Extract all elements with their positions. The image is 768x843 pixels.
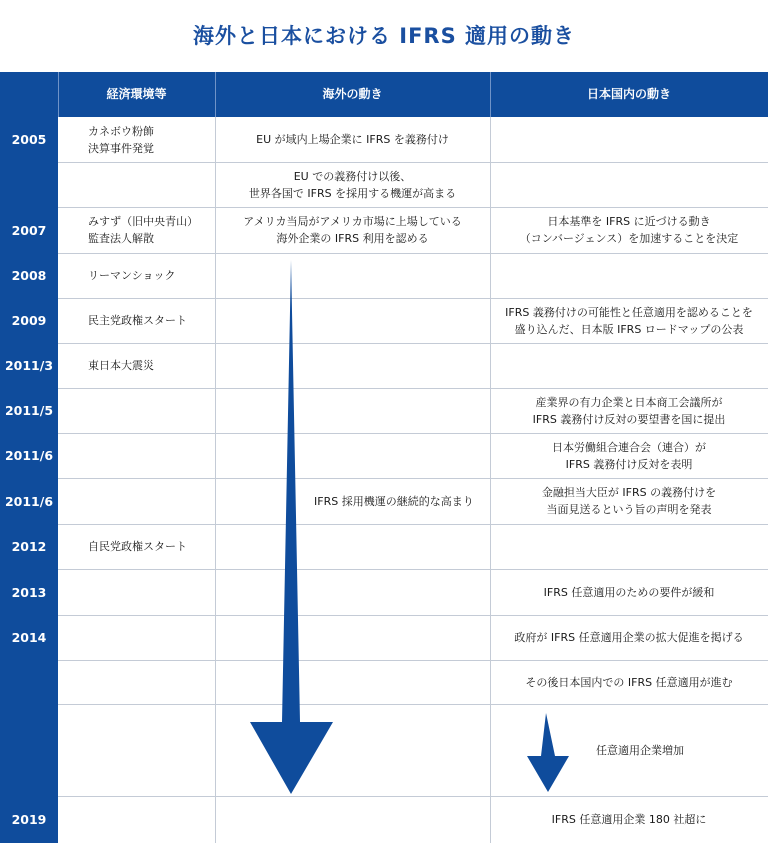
year-cell: 2007	[0, 207, 58, 253]
year-cell: 2014	[0, 615, 58, 660]
japan-cell: その後日本国内での IFRS 任意適用が進む	[525, 675, 733, 689]
economy-cell: リーマンショック	[88, 269, 176, 282]
header-japan: 日本国内の動き	[490, 72, 768, 117]
header-economy: 経済環境等	[58, 72, 215, 117]
year-cell: 2011/5	[0, 388, 58, 433]
economy-cell: 民主党政権スタート	[88, 314, 187, 327]
timeline-table	[0, 72, 768, 843]
japan-cell: IFRS 任意適用企業 180 社超に	[551, 813, 707, 826]
japan-cell: 金融担当大臣が IFRS の義務付けを 当面見送るという旨の声明を発表	[541, 486, 717, 516]
overseas-cell: EU が域内上場企業に IFRS を義務付け	[256, 133, 449, 146]
economy-cell: みすず（旧中央青山） 監査法人解散	[88, 215, 199, 245]
year-cell: 2008	[0, 253, 58, 298]
overseas-trend-arrow	[250, 260, 333, 794]
overseas-cell: EU での義務付け以後、 世界各国で IFRS を採用する機運が高まる	[248, 169, 457, 200]
year-cell: 2011/6	[0, 433, 58, 478]
year-cell: 2011/3	[0, 343, 58, 388]
japan-cell: 政府が IFRS 任意適用企業の拡大促進を掲げる	[514, 631, 744, 644]
japan-cell: 日本労働組合連合会（連合）が IFRS 義務付け反対を表明	[552, 440, 706, 471]
header-overseas: 海外の動き	[215, 72, 490, 117]
page-title: 海外と日本における IFRS 適用の動き	[192, 24, 576, 48]
japan-trend-arrow	[527, 713, 569, 792]
year-cell: 2009	[0, 298, 58, 343]
economy-cell: 東日本大震災	[88, 359, 154, 372]
japan-trend-label: 任意適用企業増加	[596, 744, 684, 757]
japan-cell: 日本基準を IFRS に近づける動き （コンバージェンス）を加速することを決定	[519, 215, 739, 245]
year-cell: 2012	[0, 524, 58, 569]
trend-arrows	[0, 72, 768, 843]
japan-cell: 産業界の有力企業と日本商工会議所が IFRS 義務付け反対の要望書を国に提出	[532, 395, 726, 426]
year-cell: 2005	[0, 117, 58, 162]
overseas-cell: アメリカ当局がアメリカ市場に上場している 海外企業の IFRS 利用を認める	[243, 215, 462, 245]
economy-cell: カネボウ粉飾 決算事件発覚	[88, 124, 154, 155]
japan-cell: IFRS 任意適用のための要件が緩和	[543, 585, 715, 599]
year-cell: 2013	[0, 569, 58, 615]
year-cell: 2019	[0, 796, 58, 843]
japan-cell: IFRS 義務付けの可能性と任意適用を認めることを 盛り込んだ、日本版 IFRS ロードマップの公表	[505, 305, 753, 336]
overseas-trend-label: IFRS 採用機運の継続的な高まり	[314, 495, 474, 508]
year-cell: 2011/6	[0, 478, 58, 524]
economy-cell: 自民党政権スタート	[88, 540, 187, 553]
